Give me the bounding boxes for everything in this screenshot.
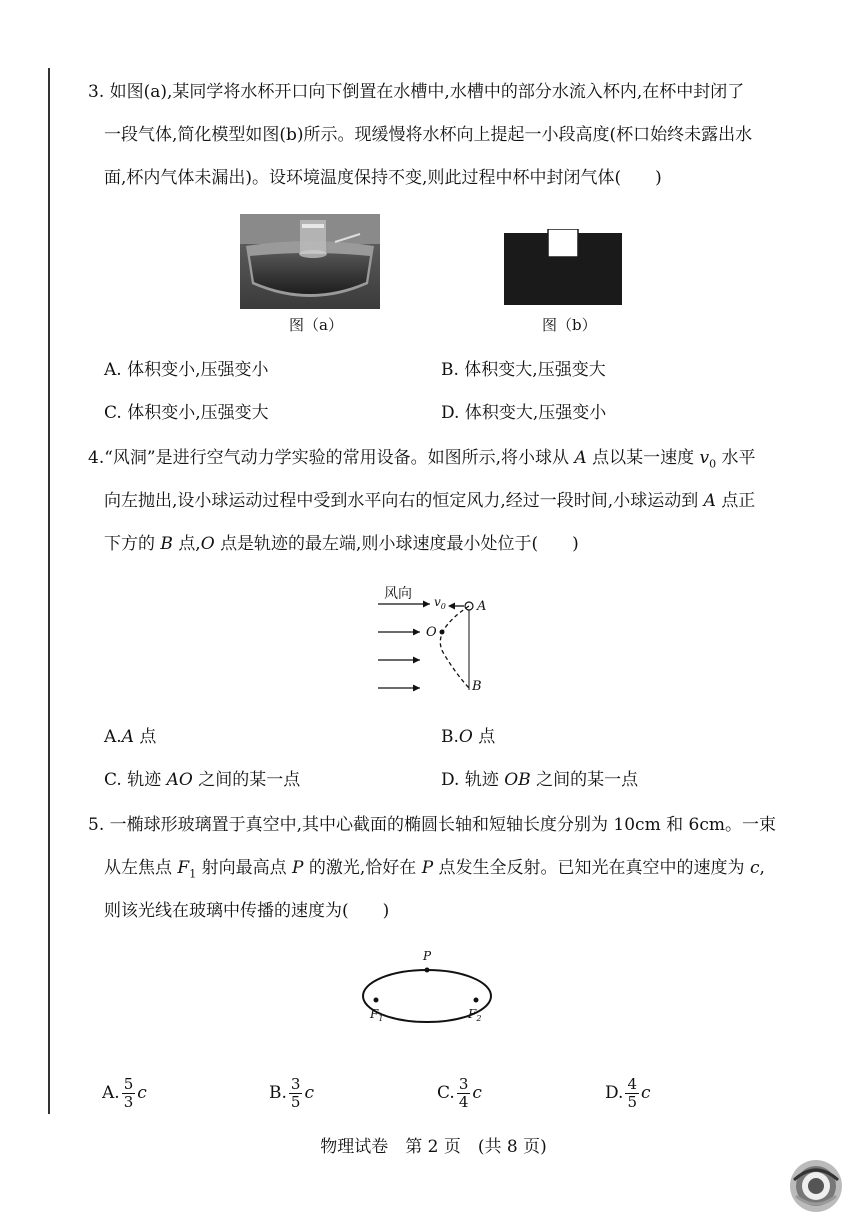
q3-option-b: B. 体积变大,压强变大 xyxy=(441,360,606,380)
wind-direction-label: 风向 xyxy=(384,586,412,602)
point-a-label: A xyxy=(477,599,487,614)
q3-option-d: D. 体积变大,压强变小 xyxy=(441,403,607,423)
q5-line-2: 从左焦点 $F_1$ 射向最高点 P 的激光,恰好在 P 点发生全反射。已知光在真空中的速度为 c, xyxy=(104,858,765,881)
q3-option-c: C. 体积变小,压强变大 xyxy=(104,403,269,423)
figure-b-diagram xyxy=(504,229,622,305)
wind-tunnel-diagram xyxy=(372,580,502,698)
q4-line-2: 向左抛出,设小球运动过程中受到水平向右的恒定风力,经过一段时间,小球运动到 A 点正 xyxy=(104,491,756,511)
q4-line-3: 下方的 B 点,O 点是轨迹的最左端,则小球速度最小处位于( ) xyxy=(104,534,579,554)
q3-line-1: 3. 如图(a),某同学将水杯开口向下倒置在水槽中,水槽中的部分水流入杯内,在杯中封闭了 xyxy=(88,82,745,102)
ellipse-diagram xyxy=(356,942,500,1026)
v0-label: $v_0$ xyxy=(434,595,446,611)
q5-option-d: D. $\frac{4}{5}$ c xyxy=(605,1075,651,1111)
q4-line-1: 4.“风洞”是进行空气动力学实验的常用设备。如图所示,将小球从 A 点以某一速度 $v_0$ 水平 xyxy=(88,448,756,471)
focus-f2-label: $F_2$ xyxy=(468,1007,482,1023)
q5-option-c: C. $\frac{3}{4}$ c xyxy=(437,1075,482,1111)
q5-option-a: A. $\frac{5}{3}$ c xyxy=(102,1075,147,1111)
figure-a-photo xyxy=(240,214,380,309)
q4-option-b: B.O 点 xyxy=(441,727,496,747)
q4-option-a: A.A 点 xyxy=(104,727,157,747)
focus-f1-label: $F_1$ xyxy=(370,1007,384,1023)
q4-option-c: C. 轨迹 AO 之间的某一点 xyxy=(104,770,301,790)
q3-line-3: 面,杯内气体未漏出)。设环境温度保持不变,则此过程中杯中封闭气体( ) xyxy=(104,168,662,188)
q3-option-a: A. 体积变小,压强变小 xyxy=(104,360,269,380)
q4-option-d: D. 轨迹 OB 之间的某一点 xyxy=(441,770,639,790)
q5-line-3: 则该光线在玻璃中传播的速度为( ) xyxy=(104,901,390,921)
margin-rule xyxy=(48,68,50,1114)
q5-option-b: B. $\frac{3}{5}$ c xyxy=(269,1075,314,1111)
figure-b-caption: 图（b） xyxy=(542,316,597,334)
point-b-label: B xyxy=(472,679,482,694)
point-p-label: P xyxy=(423,949,432,963)
q5-line-1: 5. 一椭球形玻璃置于真空中,其中心截面的椭圆长轴和短轴长度分别为 10cm 和 6cm。一束 xyxy=(88,815,776,835)
page-footer: 物理试卷 第 2 页 (共 8 页) xyxy=(320,1137,547,1157)
figure-a-caption: 图（a） xyxy=(289,316,343,334)
point-o-label: O xyxy=(426,625,437,640)
corner-stamp-image xyxy=(780,1150,850,1216)
q3-line-2: 一段气体,简化模型如图(b)所示。现缓慢将水杯向上提起一小段高度(杯口始终未露出水 xyxy=(104,125,753,145)
